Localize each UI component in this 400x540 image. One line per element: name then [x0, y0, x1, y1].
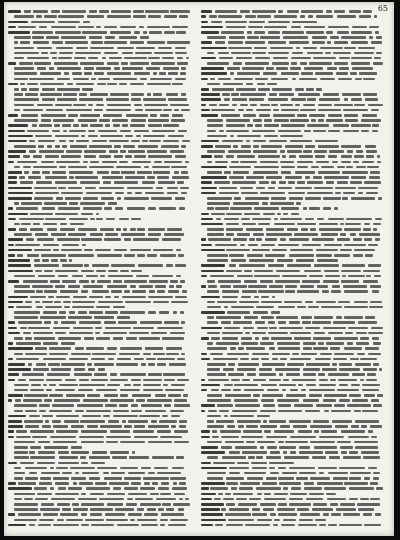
page-number: 65: [377, 4, 388, 13]
text-line: [8, 523, 190, 528]
scanned-page: [4, 2, 394, 536]
text-column-right: [201, 9, 383, 533]
text-column-left: [8, 9, 190, 533]
text-line: [201, 523, 383, 528]
